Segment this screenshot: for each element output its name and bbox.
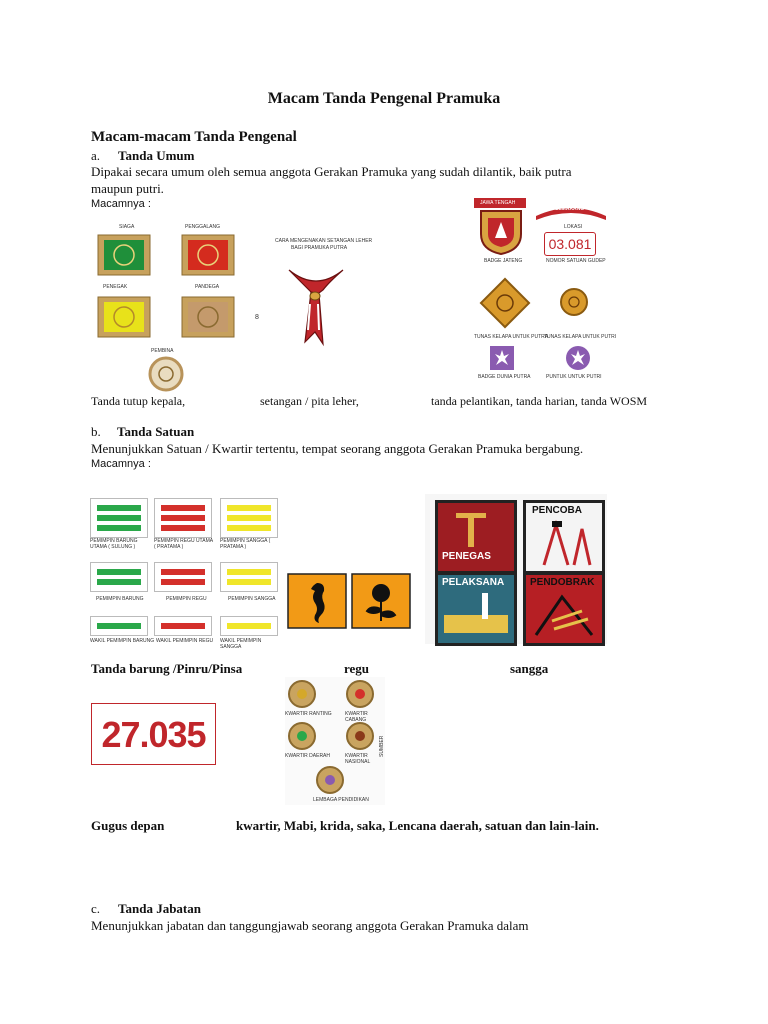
caption-pelantikan: tanda pelantikan, tanda harian, tanda WOSM [431, 394, 648, 408]
jateng-shield [478, 208, 524, 256]
stripe-wakil-sangga [220, 616, 278, 636]
stripe-wakil-regu [154, 616, 212, 636]
stripe-wakil-barung [90, 616, 148, 636]
stripe-caption-8: WAKIL PEMIMPIN REGU [156, 638, 214, 644]
section-a-desc-line2: maupun putri. [91, 181, 164, 196]
badge-label-penggalang: PENGGALANG [185, 224, 221, 230]
setangan-leher [255, 238, 373, 348]
section-c-desc: Menunjukkan jabatan dan tanggungjawab seorang anggota Gerakan Pramuka dalam [91, 918, 529, 933]
wosm-badge-putri [564, 344, 592, 372]
badge-jateng-caption: BADGE JATENG [484, 258, 523, 264]
stripe-barung-utama [90, 498, 148, 538]
stripe-sangga-utama [220, 498, 278, 538]
stripe-caption-6: PEMIMPIN SANGGA [228, 596, 276, 602]
caption-wosm-putra: BADGE DUNIA PUTRA [478, 374, 531, 380]
section-c-title: Tanda Jabatan [118, 901, 201, 916]
stripe-caption-3: PEMIMPIN SANGGA ( PRATAMA ) [220, 538, 271, 550]
tutup-kepala-badges [91, 222, 241, 394]
patch-pelaksana-label: PELAKSANA [442, 577, 505, 588]
kwartir-daerah-badge [287, 721, 317, 751]
stripe-caption-4: PEMIMPIN BARUNG [96, 596, 144, 602]
caption-tutup-kepala: Tanda tutup kepala, [91, 394, 186, 408]
section-a-macamnya: Macamnya : [91, 198, 151, 210]
stripe-caption-7: WAKIL PEMIMPIN BARUNG [90, 638, 155, 644]
patch-pencoba [523, 500, 605, 574]
kwartir-caption-1: KWARTIR RANTING [285, 711, 332, 717]
patch-pelaksana [435, 572, 517, 646]
kota-banner [534, 202, 608, 222]
jateng-label: JAWA TENGAH [480, 200, 516, 206]
stripe-regu [154, 562, 212, 592]
lokasi-label: LOKASI [564, 224, 583, 230]
scarf-illustration [281, 252, 351, 348]
lembaga-pendidikan-badge [315, 765, 345, 795]
caption-setangan: setangan / pita leher, [260, 394, 359, 408]
regu-badge-rose [351, 573, 411, 629]
scarf-caption-line2: BAGI PRAMUKA PUTRA [291, 245, 348, 251]
regu-badge-seahorse [287, 573, 347, 629]
badge-penegak [95, 294, 153, 340]
main-heading: Macam-macam Tanda Pengenal [91, 129, 297, 145]
stripe-caption-2: PEMIMPIN REGU UTAMA ( PRATAMA ) [154, 538, 213, 550]
scarf-caption-line1: CARA MENGENAKAN SETANGAN LEHER [275, 238, 373, 244]
kwartir-caption-5: LEMBAGA PENDIDIKAN [313, 797, 369, 803]
caption-putri: TUNAS KELAPA UNTUK PUTRI [544, 334, 617, 340]
caption-barung: Tanda barung /Pinru/Pinsa [91, 661, 243, 676]
badge-siaga [95, 232, 153, 278]
section-b-marker: b. [91, 424, 101, 439]
caption-wosm-putri: PUNTUK UNTUK PUTRI [546, 374, 602, 380]
caption-gudep: Gugus depan [91, 818, 165, 833]
gudep-badge [91, 703, 216, 765]
gudep-number-box: 03.081 [544, 232, 596, 256]
stripe-caption-5: PEMIMPIN REGU [166, 596, 207, 602]
kwartir-badges [285, 677, 385, 805]
badge-label-penegak: PENEGAK [103, 284, 128, 290]
section-a-title: Tanda Umum [118, 148, 195, 163]
kwartir-caption-2: KWARTIR CABANG [345, 711, 368, 723]
wosm-badge-putra [488, 344, 516, 372]
section-b-macamnya: Macamnya : [91, 458, 151, 470]
gudep-badge-number: 27.035 [101, 714, 206, 755]
scarf-mark: 8 [255, 314, 259, 321]
stripe-caption-9: WAKIL PEMIMPIN SANGGA [220, 638, 262, 650]
page-title: Macam Tanda Pengenal Pramuka [267, 90, 501, 107]
badge-pandega [179, 294, 237, 340]
caption-regu: regu [344, 661, 370, 676]
tanda-pelantikan-group [472, 196, 617, 386]
sangga-patches [425, 494, 607, 644]
badge-pembina [147, 356, 185, 392]
section-b-title: Tanda Satuan [117, 424, 195, 439]
kwartir-caption-3: KWARTIR DAERAH [285, 753, 331, 759]
badge-label-siaga: SIAGA [119, 224, 135, 230]
patch-pencoba-label: PENCOBA [532, 505, 583, 516]
stripe-barung [90, 562, 148, 592]
section-c-marker: c. [91, 901, 101, 916]
patch-pendobrak-label: PENDOBRAK [530, 577, 595, 588]
gudep-number-caption: NOMOR SATUAN GUDEP [546, 258, 606, 264]
tunas-kelapa-putri [558, 286, 590, 318]
kwartir-caption-4: KWARTIR NASIONAL [345, 753, 371, 765]
tanda-barung-grid [88, 496, 278, 648]
section-b-desc: Menunjukkan Satuan / Kwartir tertentu, tempat seorang anggota Gerakan Pramuka bergabung. [91, 441, 584, 456]
patch-penegas [435, 500, 517, 574]
badge-penggalang [179, 232, 237, 278]
badge-label-pembina: PEMBINA [151, 348, 174, 354]
caption-putra: TUNAS KELAPA UNTUK PUTRA [474, 334, 549, 340]
kota-label: KOTA SEMARANG [540, 206, 585, 212]
stripe-sangga [220, 562, 278, 592]
kwartir-ranting-badge [287, 679, 317, 709]
tunas-kelapa-putra [476, 274, 534, 332]
caption-kwartir: kwartir, Mabi, krida, saka, Lencana daerah, satuan dan lain-lain. [236, 818, 599, 833]
badge-label-pandega: PANDEGA [195, 284, 220, 290]
section-a-desc-line1: Dipakai secara umum oleh semua anggota Gerakan Pramuka yang sudah dilantik, baik putra [91, 164, 572, 179]
patch-penegas-label: PENEGAS [442, 551, 491, 562]
stripe-regu-utama [154, 498, 212, 538]
section-a-marker: a. [91, 148, 101, 163]
patch-pendobrak [523, 572, 605, 646]
caption-sangga: sangga [510, 661, 549, 676]
stripe-caption-1: PEMIMPIN BARUNG UTAMA ( SULUNG ) [90, 538, 138, 550]
kwartir-nasional-badge [345, 721, 375, 751]
kwartir-side-text: SUMBER [379, 735, 385, 757]
kwartir-cabang-badge [345, 679, 375, 709]
